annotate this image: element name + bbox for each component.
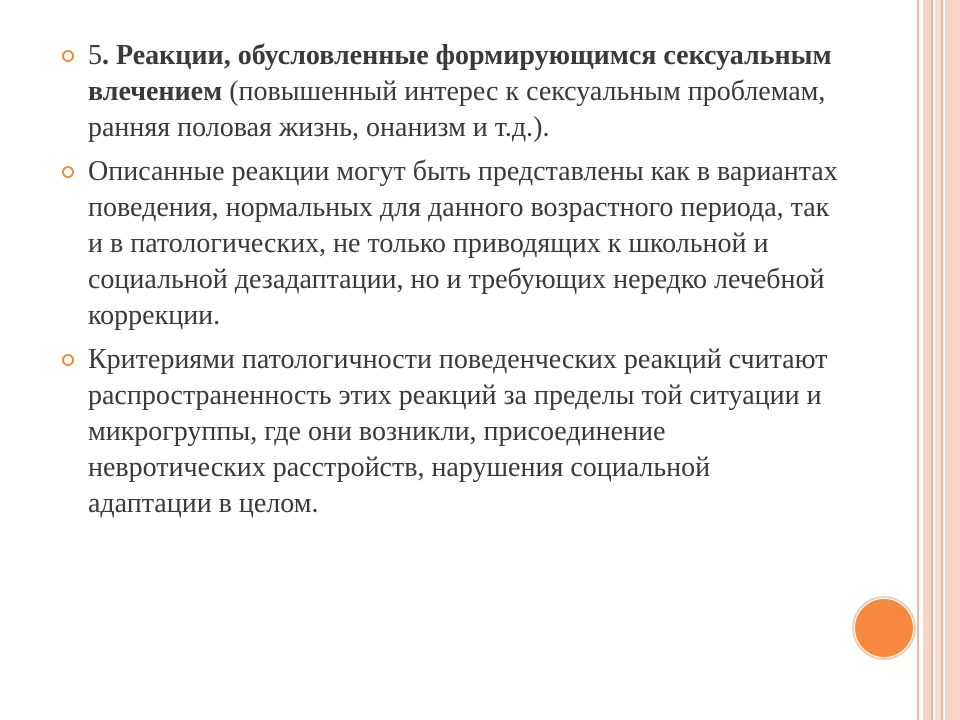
bullet-circle-icon [62, 50, 74, 62]
decorative-stripe [941, 0, 943, 720]
slide-content [58, 38, 838, 530]
bullet-circle-icon [62, 354, 74, 366]
bullet-circle-icon [62, 166, 74, 178]
decorative-stripe [931, 0, 933, 720]
orange-circle-decoration [855, 599, 913, 657]
decorative-stripe [923, 0, 931, 720]
item-number: 5 [88, 40, 102, 71]
item-heading: . Реакции, обусловленные формирующимся сексуальным влечением [88, 40, 832, 107]
bullet-item-1 [58, 38, 838, 146]
item-text: (повышенный интерес к сексуальным проблемам, ранняя половая жизнь, онанизм и т.д.). [88, 76, 826, 143]
item-text: Критериями патологичности поведенческих реакций считают распространенность этих реакций за пределы той ситуации и микрогруппы, где они возникли, присоединение невротических расстройств, нарушения социальной адаптации в целом. [88, 344, 828, 519]
bullet-item-2 [58, 154, 838, 334]
decorative-stripe [917, 0, 919, 720]
item-text: Описанные реакции могут быть представлены как в вариантах поведения, нормальных для данного возрастного периода, так и в патологических, не только приводящих к школьной и социальной дезадаптации, но и требующих нередко лечебной коррекции. [88, 156, 838, 331]
bullet-item-3 [58, 342, 838, 522]
decorative-stripe [945, 0, 960, 720]
